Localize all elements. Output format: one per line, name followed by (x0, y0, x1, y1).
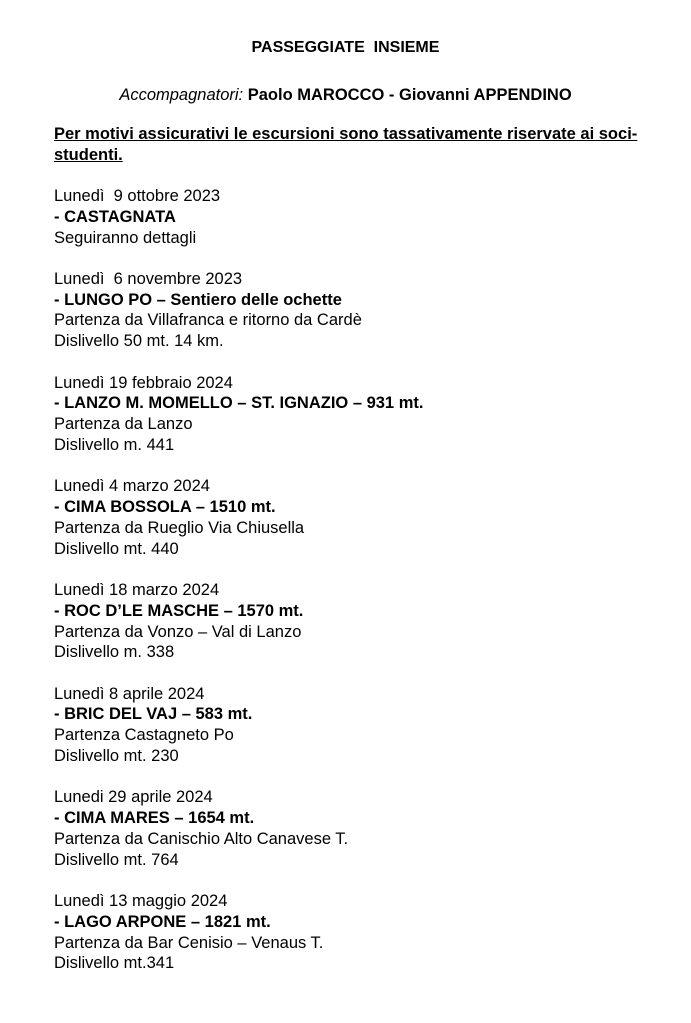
event-detail: Dislivello mt. 230 (54, 747, 179, 766)
event-detail: Dislivello m. 338 (54, 643, 175, 662)
document-title: PASSEGGIATE INSIEME (251, 39, 440, 56)
event-name: - BRIC DEL VAJ – 583 mt. (54, 705, 253, 724)
event-date: Lunedì 8 aprile 2024 (54, 684, 205, 703)
event-item (54, 186, 674, 248)
event-item (54, 891, 674, 974)
event-detail: Partenza Castagneto Po (54, 726, 234, 745)
event-detail: Partenza da Bar Cenisio – Venaus T. (54, 933, 324, 952)
event-detail: Partenza da Vonzo – Val di Lanzo (54, 622, 302, 641)
guides-line (0, 85, 691, 106)
event-date: Lunedì 9 ottobre 2023 (54, 187, 221, 205)
event-name: - CIMA BOSSOLA – 1510 mt. (54, 498, 276, 517)
event-date: Lunedì 19 febbraio 2024 (54, 373, 233, 392)
event-name: - CASTAGNATA (54, 207, 176, 226)
event-item (54, 787, 674, 870)
event-detail: Dislivello mt.341 (54, 954, 175, 973)
event-name: - LANZO M. MOMELLO – ST. IGNAZIO – 931 mt. (54, 394, 424, 413)
event-name: - LAGO ARPONE – 1821 mt. (54, 912, 271, 931)
event-date: Lunedì 18 marzo 2024 (54, 580, 220, 599)
event-item (54, 684, 674, 767)
events-list (54, 186, 674, 995)
event-name: - CIMA MARES – 1654 mt. (54, 809, 255, 828)
event-detail: Partenza da Canischio Alto Canavese T. (54, 829, 349, 848)
event-detail: Dislivello mt. 440 (54, 539, 179, 558)
event-detail: Seguiranno dettagli (54, 228, 197, 247)
insurance-notice: Per motivi assicurativi le escursioni sono tassativamente riservate ai soci-studenti. (54, 125, 638, 164)
event-date: Lunedì 4 marzo 2024 (54, 477, 210, 496)
event-date: Lunedì 13 maggio 2024 (54, 892, 228, 911)
guides-label: Accompagnatori: (119, 86, 244, 104)
event-name: - LUNGO PO – Sentiero delle ochette (54, 290, 342, 309)
event-detail: Partenza da Rueglio Via Chiusella (54, 518, 305, 537)
event-item (54, 476, 674, 559)
event-detail: Dislivello m. 441 (54, 435, 175, 454)
event-date: Lunedi 29 aprile 2024 (54, 788, 213, 807)
event-item (54, 373, 674, 456)
event-detail: Partenza da Villafranca e ritorno da Cardè (54, 311, 362, 330)
event-item (54, 269, 674, 352)
event-detail: Dislivello mt. 764 (54, 850, 179, 869)
event-name: - ROC D’LE MASCHE – 1570 mt. (54, 601, 304, 620)
event-detail: Dislivello 50 mt. 14 km. (54, 332, 224, 351)
event-detail: Partenza da Lanzo (54, 415, 193, 434)
guides-names: Paolo MAROCCO - Giovanni APPENDINO (247, 86, 572, 104)
event-date: Lunedì 6 novembre 2023 (54, 269, 243, 288)
event-item (54, 580, 674, 663)
